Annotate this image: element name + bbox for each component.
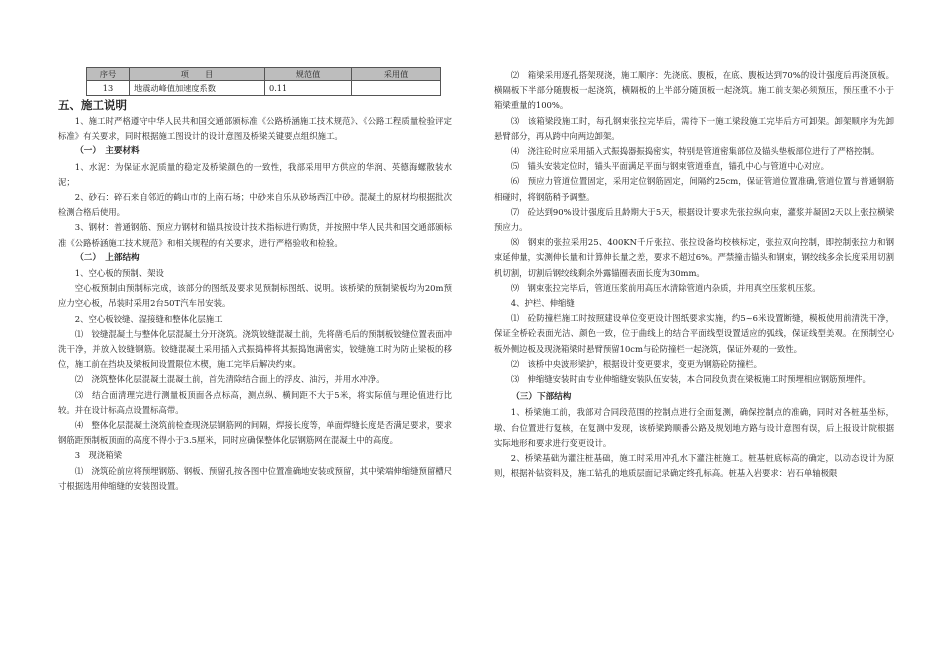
table-cell: 地震动峰值加速度系数: [130, 81, 265, 96]
paragraph: 3、钢材：普通钢筋、预应力钢材和锚具按设计技术指标进行购货，并按照中华人民共和国交通部颁标准《公路桥涵施工技术规范》和相关规程的有关要求，进行严格验收和检验。: [58, 222, 452, 248]
table-cell: 13: [87, 81, 130, 96]
paragraph: ⑴ 浇筑砼前应将预埋钢筋、钢板、预留孔按各图中位置准确地安装或预留，其中梁端伸缩缝预留槽尺寸根据选用伸缩缝的安装图设置。: [58, 465, 452, 491]
paragraph: 1、桥梁施工前，我部对合同段范围的控制点进行全面复测，确保控制点的准确，同时对各桩基坐标，墩、台位置进行复核，在复测中发现，该桥梁跨顺番公路及规划地方路与设计意图有误，后上报设计院根据实际地形和要求进行变更设计。: [494, 407, 894, 448]
paragraph: ⑵ 该桥中央波形梁护，根据设计变更要求，变更为钢筋砼防撞栏。: [510, 358, 763, 369]
table-header-cell: 序号: [87, 68, 130, 81]
left-column: [58, 0, 452, 494]
paragraph: ⑼ 钢束张拉完毕后，管道压浆前用高压水清除管道内杂质，并用真空压浆机压浆。: [510, 282, 821, 293]
paragraph: ⑶ 该箱梁段施工时，每孔钢束张拉完毕后，需待下一施工梁段施工完毕后方可卸架。卸架顺序为先卸悬臂部分，再从跨中向两边卸架。: [494, 115, 894, 141]
table-cell: [352, 81, 441, 96]
paragraph: ⑸ 锚头安装定位时，锚头平面满足平面与钢束管道垂直，锚孔中心与管道中心对应。: [510, 161, 830, 172]
paragraph: 2、砂石：碎石来自邻近的鹤山市的上南石场；中砂来自乐从砂场西江中砂。混凝土的原材均根据批次检测合格后使用。: [58, 192, 452, 218]
paragraph: 2、空心板铰缝、湿接缝和整体化层施工: [74, 313, 223, 324]
table-header-row: [87, 68, 441, 81]
paragraph: 3 现浇箱梁: [74, 450, 122, 461]
paragraph: 空心板预制由预制标完成，该部分的图纸及要求见预制标图纸、说明。该桥梁的预制梁板均为20m预应力空心板，吊装时采用2台50T汽车吊安装。: [58, 283, 452, 309]
right-column: [494, 68, 894, 481]
paragraph: ⑶ 伸缩缝安装时由专业伸缩缝安装队伍安装，本合同段负责在梁板施工时预埋相应钢筋预埋件。: [510, 374, 871, 385]
paragraph: ⑻ 钢束的张拉采用25、400KN千斤张拉、张拉设备均校核标定，张拉双向控制，即控制张拉力和钢束延伸量，实测伸长量和计算伸长量之差，要求不超过6%。严禁撞击锚头和钢束，钢绞线多余长度采用切割机切割，切割后钢绞线剩余外露锚圈表面长度为30mm。: [494, 237, 894, 278]
paragraph: ⑷ 浇注砼时应采用插入式振捣器振捣密实，特别是管道密集部位及锚头垫板部位进行了严格控制。: [510, 146, 880, 157]
paragraph: ⑵ 浇筑整体化层混凝土混凝土前，首先清除结合面上的浮皮、油污，并用水冲净。: [74, 374, 385, 385]
subsection-heading: （三）下部结构: [511, 392, 572, 403]
subsection-heading: （二） 上部结构: [75, 252, 140, 263]
table-header-cell: 项 目: [130, 68, 265, 81]
paragraph: ⑶ 结合面清理完进行测量板顶面各点标高，测点纵、横间距不大于5米，将实际值与理论值进行比较。并在设计标高点设置标高带。: [58, 389, 452, 415]
paragraph: ⑺ 砼达到90%设计强度后且龄期大于5天，根据设计要求先张拉纵向束，灌浆并凝固2天以上张拉横梁预应力。: [494, 206, 894, 233]
subsection-heading: （一） 主要材料: [75, 146, 140, 157]
paragraph: 1、空心板的预制、架设: [74, 268, 164, 279]
paragraph: 1、施工时严格遵守中华人民共和国交通部颁标准《公路桥涵施工技术规范》、《公路工程质量检验评定标准》有关要求，同时根据施工图设计的设计意图及桥梁关键要点组织施工。: [58, 116, 452, 142]
paragraph: 1、水泥：为保证水泥质量的稳定及桥梁颜色的一致性，我部采用甲方供应的华润、英德海螺散装水泥；: [58, 161, 452, 187]
table-row: [87, 81, 441, 96]
table-header-cell: 规范值: [265, 68, 352, 81]
spec-table: [86, 67, 441, 96]
table-header-cell: 采用值: [352, 68, 441, 81]
paragraph: 2、桥梁基础为灌注桩基础，施工时采用冲孔水下灌注桩施工。桩基桩底标高的确定，以动态设计为原则，根据补钻资料及，施工钻孔的地质层面记录确定终孔标高。桩基入岩要求：岩石单轴极限: [494, 453, 894, 479]
paragraph: ⑴ 铰缝混凝土与整体化层混凝土分开浇筑。浇筑铰缝混凝土前，先将凿毛后的预制板铰缝位置表面冲洗干净，并放入铰缝钢筋。铰缝混凝土采用插入式振捣棒将其振捣饱满密实，铰缝施工时为防止梁板的移位，施工前在挡块及梁板间设置限位木楔，施工完毕后解决约束。: [58, 328, 452, 370]
paragraph: ⑷ 整体化层混凝土浇筑前检查现浇层钢筋网的间隔，焊接长度等，单面焊缝长度是否满足要求，要求钢筋距预制板顶面的高度不得小于3.5厘米，同时应确保整体化层钢筋网在混凝土中的高度。: [58, 420, 452, 446]
paragraph: ⑵ 箱梁采用逐孔搭架现浇，施工顺序：先浇底、腹板，在底、腹板达到70%的设计强度后再浇顶板。横隔板下半部分随腹板一起浇筑，横隔板的上半部分随顶板一起浇筑。施工前支架必须预压，预压重不小于箱梁重量的100%。: [494, 70, 894, 111]
paragraph: ⑴ 砼防撞栏施工时按照建设单位变更设计图纸要求实施，约5~6米设置断缝，模板使用前清洗干净，保证全桥砼表面光洁、颜色一致，位于曲线上的结合平面线型设置适应的弧线，保证线型美观。在预制空心板外侧边板及现浇箱梁时悬臂预留10cm与砼防撞栏一起浇筑，保证外观的一致性。: [494, 313, 894, 354]
paragraph: 4、护栏、伸缩缝: [510, 298, 575, 309]
section-title: 五、施工说明: [58, 98, 127, 112]
table-cell: 0.11: [265, 81, 352, 96]
paragraph: ⑹ 预应力管道位置固定，采用定位钢筋固定，间隔约25cm，保证管道位置准确,管道位置与普通钢筋相碰时，将钢筋稍予调整。: [494, 176, 894, 202]
